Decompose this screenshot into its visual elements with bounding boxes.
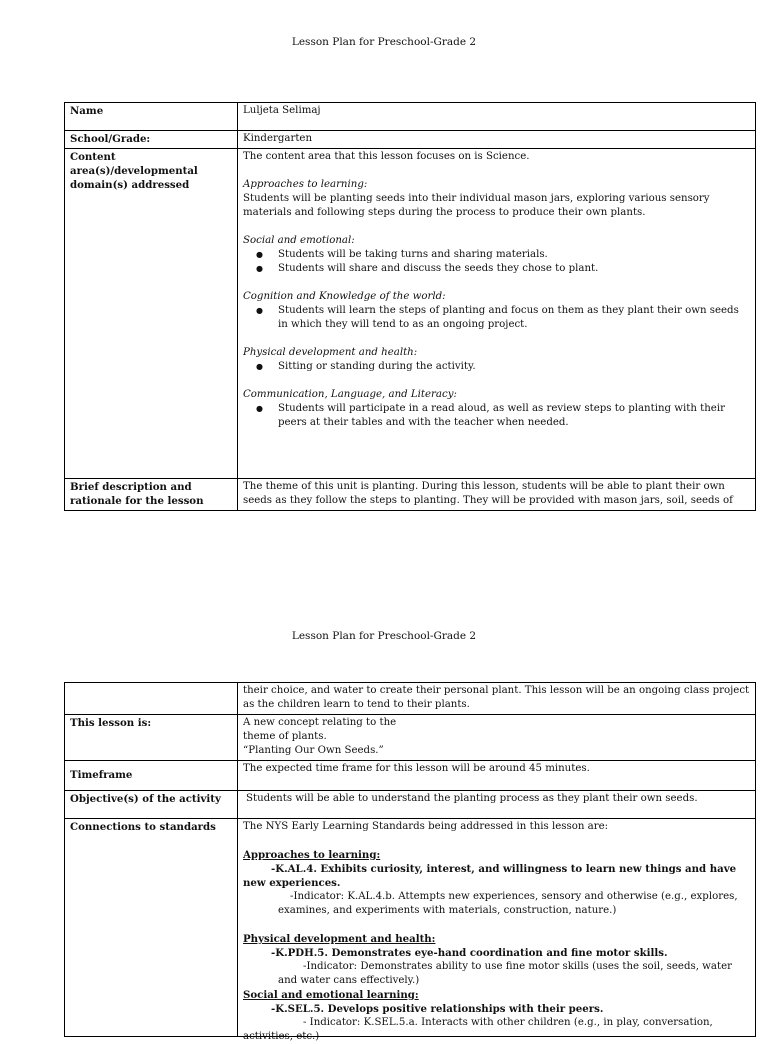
table-row [65, 103, 756, 131]
brief-label: Brief description and rationale for the lesson [65, 479, 238, 511]
table-row [65, 149, 756, 479]
lesson-is-label: This lesson is: [65, 715, 238, 761]
list-item: ● Sitting or standing during the activity. [278, 360, 750, 374]
approaches-text: Students will be planting seeds into their individual mason jars, exploring various sensory materials and following steps during the process to produce their own plants. [243, 193, 710, 218]
page-header: Lesson Plan for Preschool-Grade 2 [291, 36, 477, 48]
timeframe-text: The expected time frame for this lesson will be around 45 minutes. [238, 761, 756, 791]
school-label: School/Grade: [65, 131, 238, 149]
list-item: ● Students will share and discuss the seeds they chose to plant. [278, 262, 750, 276]
timeframe-label: Timeframe [65, 761, 238, 791]
std-approaches-heading: Approaches to learning: [243, 849, 381, 861]
std-approaches-standard: -K.AL.4. Exhibits curiosity, interest, and willingness to learn new things and have new experiences. [243, 863, 737, 889]
content-cell [238, 149, 756, 479]
list-item: ● Students will be taking turns and sharing materials. [278, 248, 750, 262]
cognition-list [243, 304, 750, 332]
content-label: Content area(s)/developmental domain(s) addressed [65, 149, 238, 479]
communication-heading: Communication, Language, and Literacy: [243, 389, 457, 400]
physical-list [243, 360, 750, 374]
std-social-heading: Social and emotional learning: [243, 989, 419, 1001]
page-header: Lesson Plan for Preschool-Grade 2 [291, 630, 477, 642]
lesson-is-line: “Planting Our Own Seeds.” [243, 745, 384, 756]
continued-text: their choice, and water to create their personal plant. This lesson will be an ongoing class project as the children learn to tend to their plants. [238, 683, 756, 715]
physical-heading: Physical development and health: [243, 347, 418, 358]
document-page-2 [0, 590, 768, 1042]
approaches-heading: Approaches to learning: [243, 179, 368, 190]
content-intro: The content area that this lesson focuses on is Science. [243, 151, 530, 162]
std-social-standard: -K.SEL.5. Develops positive relationships with their peers. [271, 1003, 604, 1015]
lesson-is-line: theme of plants. [243, 731, 327, 742]
school-value: Kindergarten [238, 131, 756, 149]
social-heading: Social and emotional: [243, 235, 355, 246]
lesson-plan-table-continued [64, 682, 756, 1042]
table-row [65, 715, 756, 761]
table-row [65, 479, 756, 511]
table-row [65, 683, 756, 715]
std-social-indicator: - Indicator: K.SEL.5.a. Interacts with other children (e.g., in play, conversation, activities, etc.) [243, 1017, 713, 1042]
std-physical-heading: Physical development and health: [243, 933, 436, 945]
std-approaches-indicator: -Indicator: K.AL.4.b. Attempts new experiences, sensory and otherwise (e.g., explores, examines, and experiments with materials, construction, nature.) [278, 891, 738, 916]
objectives-text: Students will be able to understand the planting process as they plant their own seeds. [238, 791, 756, 819]
continued-label [65, 683, 238, 715]
cognition-heading: Cognition and Knowledge of the world: [243, 291, 446, 302]
lesson-is-cell [238, 715, 756, 761]
objectives-label: Objective(s) of the activity [65, 791, 238, 819]
std-physical-standard: -K.PDH.5. Demonstrates eye-hand coordination and fine motor skills. [271, 947, 668, 959]
list-item: ● Students will participate in a read aloud, as well as review steps to planting with their peers at their tables and with the teacher when needed. [278, 402, 750, 430]
std-physical-indicator: -Indicator: Demonstrates ability to use fine motor skills (uses the soil, seeds, water and water cans effectively.) [278, 961, 732, 986]
lesson-plan-table [64, 102, 756, 511]
communication-list [243, 402, 750, 430]
standards-label: Connections to standards [65, 819, 238, 1037]
standards-cell [238, 819, 756, 1042]
list-item: ● Students will learn the steps of planting and focus on them as they plant their own seeds in which they will tend to as an ongoing project. [278, 304, 750, 332]
brief-text: The theme of this unit is planting. During this lesson, students will be able to plant their own seeds as they follow the steps to planting. They will be provided with mason jars, soil, seeds of [238, 479, 756, 511]
lesson-is-line: A new concept relating to the [243, 717, 397, 728]
table-row [65, 761, 756, 791]
table-row [65, 819, 756, 1037]
name-value: Luljeta Selimaj [238, 103, 756, 131]
table-row [65, 131, 756, 149]
social-list [243, 248, 750, 276]
standards-intro: The NYS Early Learning Standards being addressed in this lesson are: [243, 821, 609, 832]
name-label: Name [65, 103, 238, 131]
table-row [65, 791, 756, 819]
